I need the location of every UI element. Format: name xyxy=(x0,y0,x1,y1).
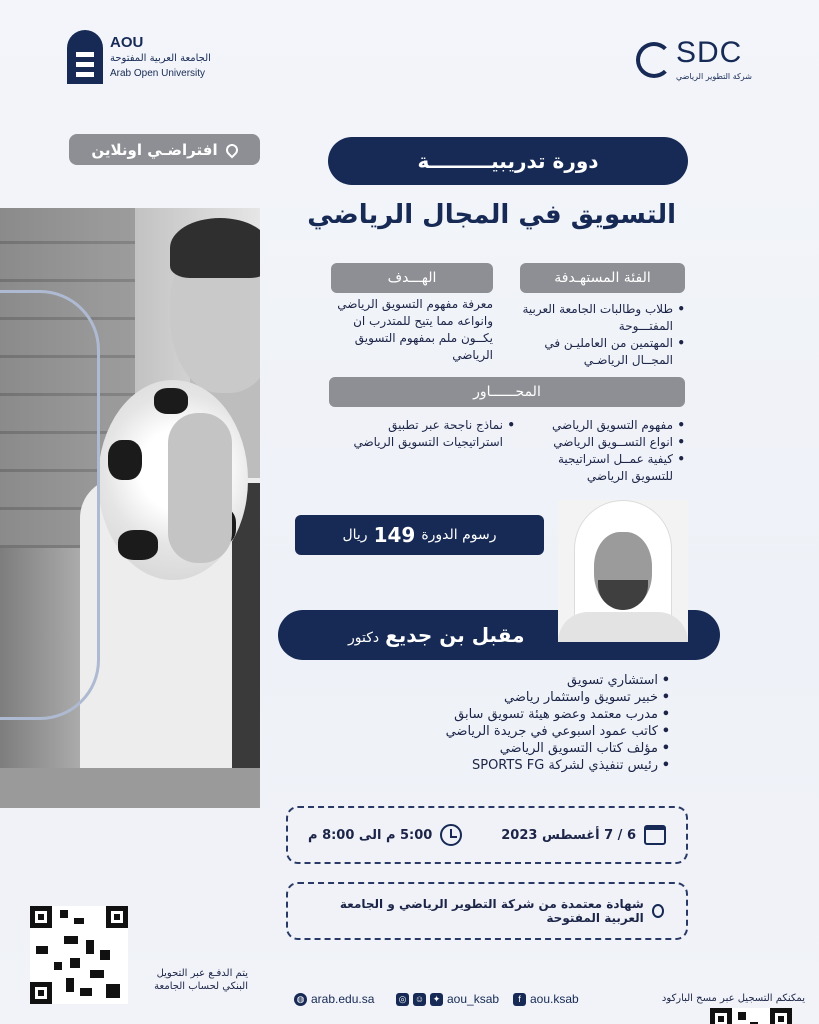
social-handle-text: aou_ksab xyxy=(447,992,500,1006)
map-pin-icon xyxy=(223,141,240,158)
date-item xyxy=(501,825,666,845)
globe-icon: ◍ xyxy=(294,993,307,1006)
certificate-text: شهادة معتمدة من شركة التطوير الرياضي و الجامعة العربية المفتوحة xyxy=(339,897,644,925)
facebook-handle[interactable] xyxy=(513,992,579,1006)
instructor-photo xyxy=(558,500,688,642)
time-item xyxy=(308,824,462,846)
medal-icon xyxy=(652,904,664,918)
payment-qr-code[interactable] xyxy=(30,906,128,1004)
goal-label: الهـــدف xyxy=(331,263,493,293)
certificate-box xyxy=(286,882,688,940)
social-handle[interactable] xyxy=(396,992,499,1006)
list-item: • كاتب عمود اسبوعي في جريدة الرياضي xyxy=(400,723,670,740)
snapchat-icon: ☺ xyxy=(414,994,425,1004)
course-label: دورة تدريبيـــــــــة xyxy=(328,137,688,185)
aou-logo-title: AOU xyxy=(110,34,144,51)
website-text: arab.edu.sa xyxy=(311,992,375,1006)
target-audience-list xyxy=(517,301,685,369)
course-date: 6 / 7 أغسطس 2023 xyxy=(501,827,636,843)
facebook-handle-text: aou.ksab xyxy=(530,992,579,1006)
target-audience-label: الفئة المستهـدفة xyxy=(520,263,685,293)
instructor-title: دكتور xyxy=(348,630,380,646)
payment-note: يتم الدفـع عبر التحويل البنكي لحساب الجامعة xyxy=(154,968,248,992)
registration-note: يمكنكم التسجيل عبر مسح الباركود xyxy=(661,993,805,1004)
list-item: • خبير تسويق واستثمار رياضي xyxy=(400,689,670,706)
list-item: • مدرب معتمد وعضو هيئة تسويق سابق xyxy=(400,706,670,723)
axes-label: المحــــــاور xyxy=(329,377,685,407)
aou-logo-english: Arab Open University xyxy=(110,68,206,79)
location-badge xyxy=(69,134,260,165)
list-item: • استشاري تسويق xyxy=(400,672,670,689)
calendar-icon xyxy=(644,825,666,845)
decorative-curve xyxy=(0,290,100,720)
schedule-box xyxy=(286,806,688,864)
list-item: • انواع التســويق الرياضي xyxy=(517,434,685,451)
clock-icon xyxy=(440,824,462,846)
goal-text: معرفة مفهوم التسويق الرياضي وانواعه مما يتيح للمتدرب ان يكــون ملم بمفهوم التسويق الرياضي xyxy=(337,297,493,362)
website-link[interactable] xyxy=(294,992,374,1006)
aou-logo-mark xyxy=(67,30,103,84)
fee-currency: ريال xyxy=(342,527,368,543)
sdc-logo-mark xyxy=(636,42,672,78)
location-text: افتراضـي اونلاين xyxy=(91,140,218,159)
facebook-icon: f xyxy=(513,993,526,1006)
course-title: التسويق في المجال الرياضي xyxy=(307,200,676,230)
registration-qr-code[interactable] xyxy=(710,1008,792,1024)
fee-label: رسوم الدورة xyxy=(421,527,497,543)
list-item: • المهتمين من العامليـن في المجــال الرياضـي xyxy=(517,335,685,369)
instructor-bio-list xyxy=(400,672,670,774)
instagram-icon: ◎ xyxy=(396,993,409,1006)
instructor-name: مقبل بن جديع xyxy=(385,623,525,647)
axes-list-secondary xyxy=(330,417,515,451)
list-item: • كيفية عمــل استراتيجية للتسويق الرياضي xyxy=(517,451,685,485)
list-item: • مؤلف كتاب التسويق الرياضي xyxy=(400,740,670,757)
axes-list xyxy=(517,417,685,485)
list-item: • طلاب وطالبات الجامعة العربية المفتـــوحة xyxy=(517,301,685,335)
fee-amount: 149 xyxy=(373,523,416,547)
course-fee xyxy=(295,515,544,555)
list-item: • نماذج ناجحة عبر تطبيق استراتيجيات التسويق الرياضي xyxy=(330,417,515,451)
sdc-logo-arabic: شركة التطوير الرياضي xyxy=(676,72,752,81)
sdc-logo-title: SDC xyxy=(676,36,743,69)
list-item: • مفهوم التسويق الرياضي xyxy=(517,417,685,434)
course-time: 5:00 م الى 8:00 م xyxy=(308,827,433,843)
twitter-icon: ✦ xyxy=(430,993,443,1006)
list-item: • رئيس تنفيذي لشركة SPORTS FG xyxy=(400,757,670,774)
aou-logo-arabic: الجامعة العربية المفتوحة xyxy=(110,53,211,64)
